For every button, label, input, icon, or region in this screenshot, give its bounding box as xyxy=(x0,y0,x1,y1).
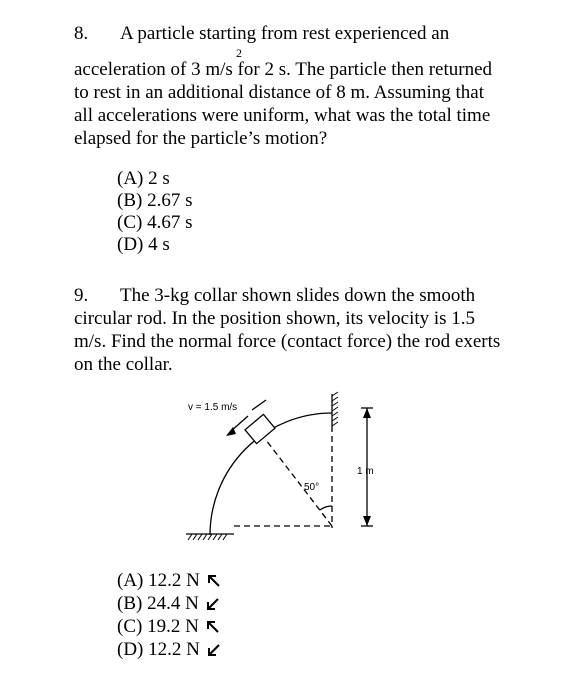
question-9-number: 9. xyxy=(74,285,89,306)
question-8-text-line-2: acceleration of 3 m/s for 2 s. The particle then returned xyxy=(74,59,493,80)
arrow-up-left-icon xyxy=(206,620,220,634)
question-8-text-line-4: all accelerations were uniform, what was the total time xyxy=(74,105,491,126)
wall-hatch xyxy=(332,392,338,426)
question-9-option-a-text: (A) 12.2 N xyxy=(117,570,200,591)
ground-hatch xyxy=(188,534,227,540)
question-8-text-line-5: elapsed for the particle’s motion? xyxy=(74,128,328,149)
question-8-option-d[interactable]: (D) 4 s xyxy=(117,234,170,255)
collar xyxy=(245,414,275,443)
angle-label: 50° xyxy=(304,482,320,493)
collar-rod-diagram xyxy=(170,380,400,550)
question-9-option-b-text: (B) 24.4 N xyxy=(117,593,199,614)
question-8-text-line-3: to rest in an additional distance of 8 m. Assuming that xyxy=(74,82,485,103)
radius-label: 1 m xyxy=(357,466,374,477)
question-9-option-d[interactable] xyxy=(117,639,221,661)
arrow-up-left-icon xyxy=(207,574,221,588)
question-9-text-line-3: m/s. Find the normal force (contact force) the rod exerts xyxy=(74,331,501,352)
arrow-down-left-icon xyxy=(206,597,220,611)
dimension-arrow-bottom xyxy=(363,516,371,526)
question-8-option-c[interactable]: (C) 4.67 s xyxy=(117,212,193,233)
question-9-option-c-text: (C) 19.2 N xyxy=(117,616,199,637)
radial-dashed-line xyxy=(266,440,332,526)
angle-arc xyxy=(320,506,332,510)
velocity-label: v = 1.5 m/s xyxy=(188,402,238,413)
tangent-line xyxy=(252,400,266,410)
question-9-option-b[interactable] xyxy=(117,593,220,615)
question-9-text-line-1: The 3-kg collar shown slides down the smooth xyxy=(120,285,476,306)
question-8-superscript: 2 xyxy=(236,46,242,60)
question-8-option-a[interactable]: (A) 2 s xyxy=(117,168,170,189)
question-9-option-c[interactable] xyxy=(117,616,220,638)
question-8-option-b[interactable]: (B) 2.67 s xyxy=(117,190,193,211)
question-8-text-line-1: A particle starting from rest experienced an xyxy=(120,23,450,44)
arrow-down-left-icon xyxy=(207,643,221,657)
question-9-text-line-4: on the collar. xyxy=(74,354,173,375)
question-8-number: 8. xyxy=(74,23,89,44)
question-9-option-d-text: (D) 12.2 N xyxy=(117,639,200,660)
question-9-text-line-2: circular rod. In the position shown, its velocity is 1.5 xyxy=(74,308,476,329)
dimension-arrow-top xyxy=(363,408,371,418)
question-9-option-a[interactable] xyxy=(117,570,221,592)
